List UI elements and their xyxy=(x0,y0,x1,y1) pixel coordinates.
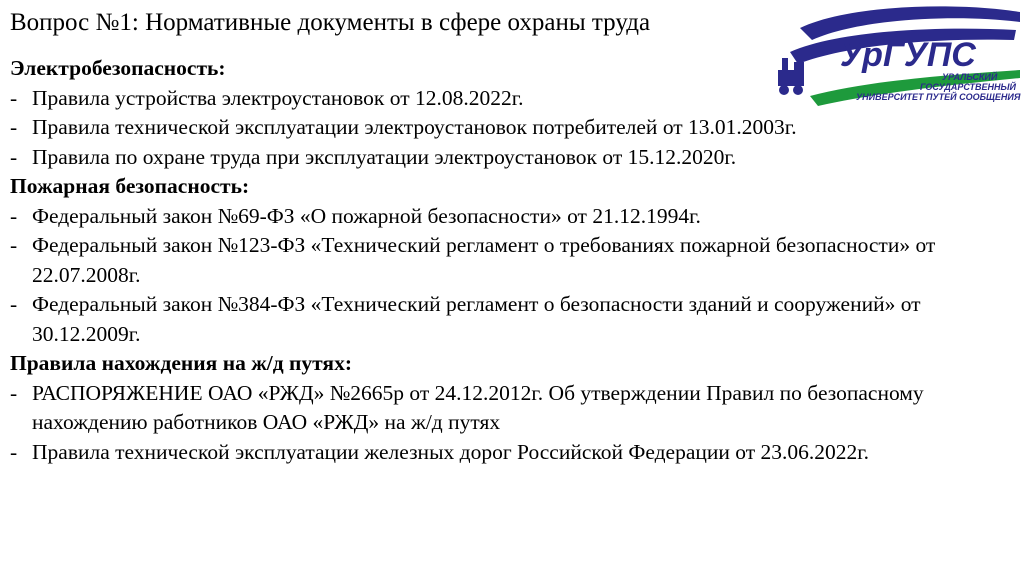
svg-text:ГОСУДАРСТВЕННЫЙ: ГОСУДАРСТВЕННЫЙ xyxy=(920,82,1016,92)
section-railway xyxy=(10,349,1010,467)
logo-name: УрГУПС xyxy=(840,36,976,74)
list-item: - Федеральный закон №123-ФЗ «Технический регламент о требованиях пожарной безопасности» от 22.07.2008г. xyxy=(10,233,936,287)
document-body xyxy=(10,54,1010,467)
list-item: - Правила устройства электроустановок от 12.08.2022г. xyxy=(10,85,524,110)
list-item: - Правила технической эксплуатации электроустановок потребителей от 13.01.2003г. xyxy=(10,115,797,139)
svg-text:УРАЛЬСКИЙ: УРАЛЬСКИЙ xyxy=(942,72,998,82)
list-item: - РАСПОРЯЖЕНИЕ ОАО «РЖД» №2665р от 24.12.2012г. Об утверждении Правил по безопасному нахождению работников ОАО «РЖД» на ж/д путях xyxy=(10,380,924,434)
list-item: - Федеральный закон №69-ФЗ «О пожарной безопасности» от 21.12.1994г. xyxy=(10,203,701,228)
svg-text:УНИВЕРСИТЕТ ПУТЕЙ СООБЩЕНИЯ: УНИВЕРСИТЕТ ПУТЕЙ СООБЩЕНИЯ xyxy=(856,92,1021,102)
page-title: Вопрос №1: Нормативные документы в сфере охраны труда xyxy=(10,9,651,36)
list-item: - Правила технической эксплуатации железных дорог Российской Федерации от 23.06.2022г. xyxy=(10,439,870,464)
list-item: - Федеральный закон №384-ФЗ «Технический регламент о безопасности зданий и сооружений» от 30.12.2009г. xyxy=(10,292,921,346)
section-electrical xyxy=(10,54,1010,172)
section-heading: Электробезопасность: xyxy=(10,56,226,80)
section-fire xyxy=(10,172,1010,349)
section-heading: Пожарная безопасность: xyxy=(10,174,250,198)
list-item: - Правила по охране труда при эксплуатации электроустановок от 15.12.2020г. xyxy=(10,144,737,169)
section-heading: Правила нахождения на ж/д путях: xyxy=(10,351,352,375)
